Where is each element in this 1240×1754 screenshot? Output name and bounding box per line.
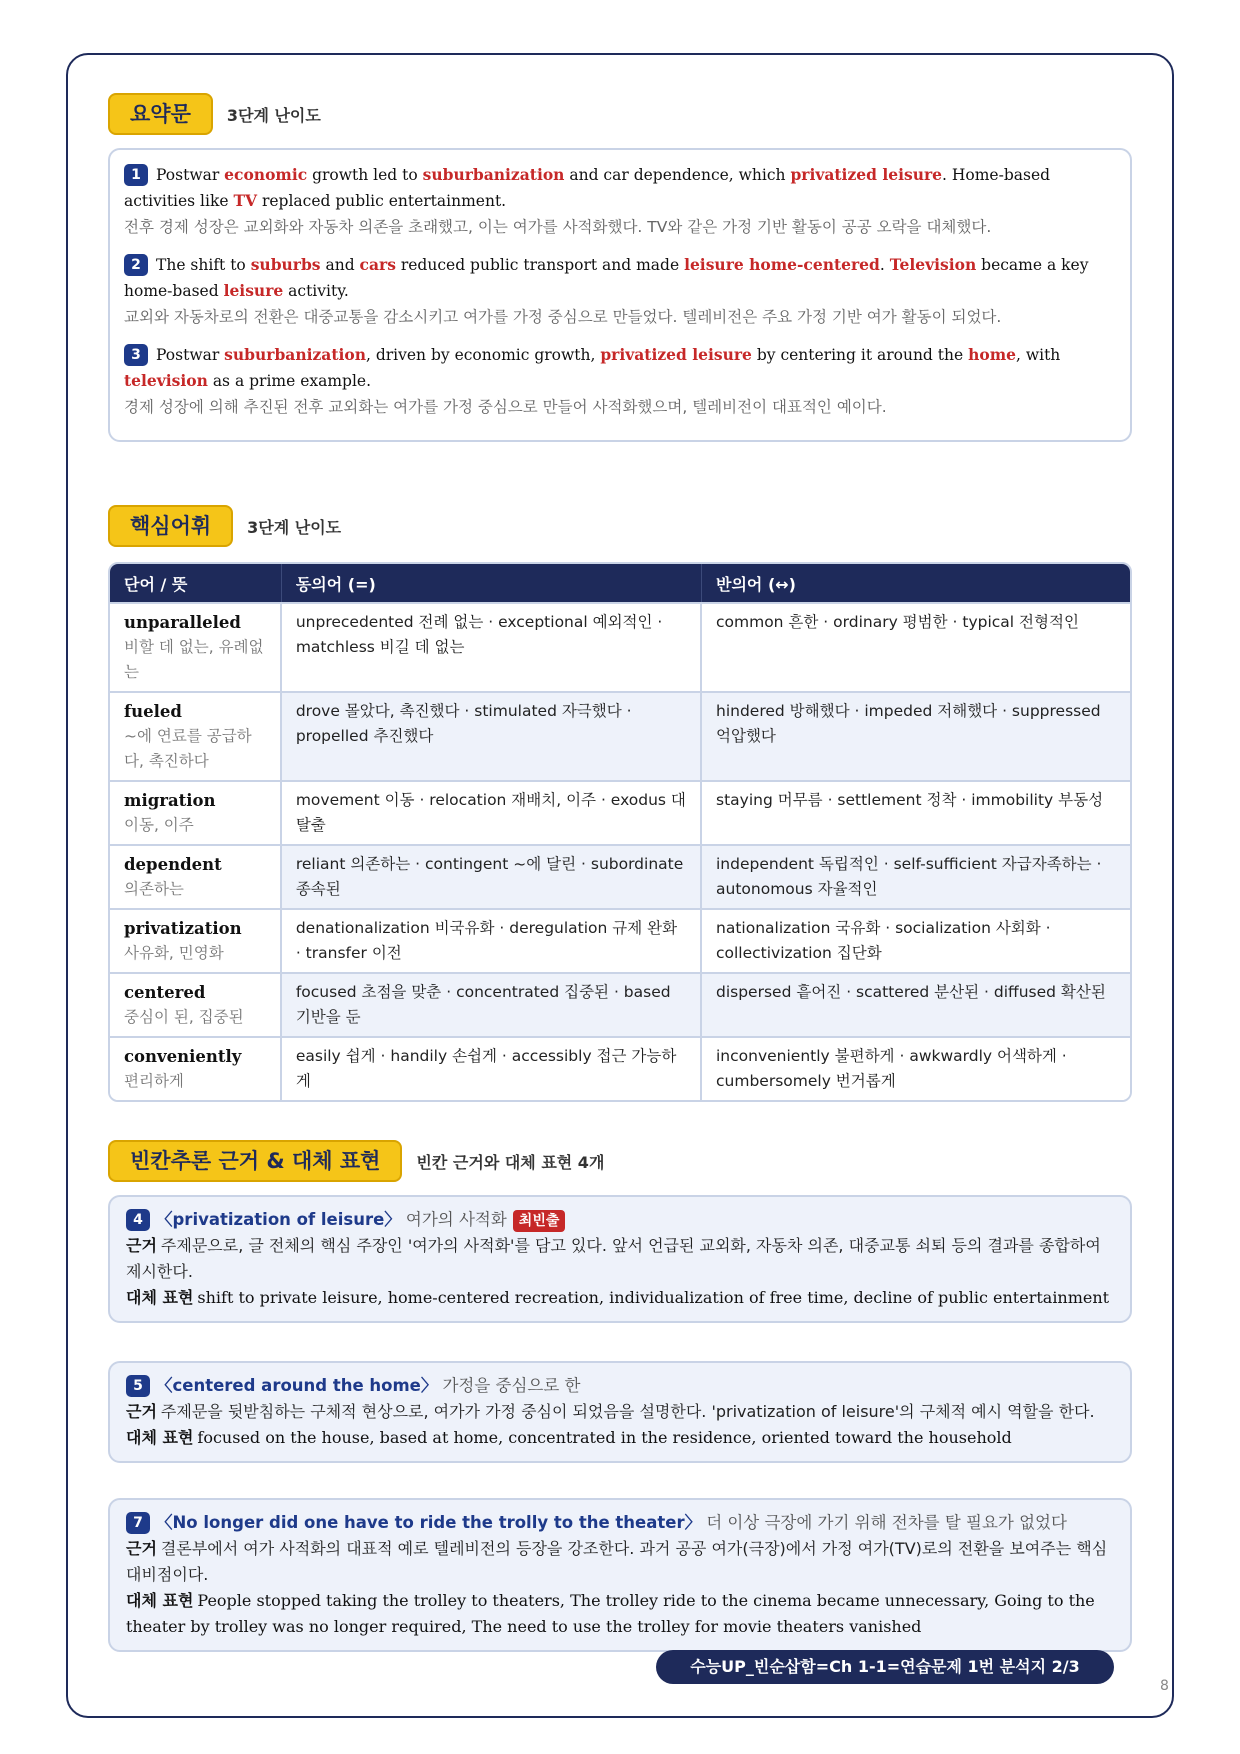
blank-card	[108, 1361, 1132, 1463]
item-number-badge: 3	[124, 344, 148, 366]
summary-text: and car dependence, which	[564, 166, 791, 184]
summary-english	[124, 342, 1116, 394]
page-number: 8	[1160, 1678, 1169, 1694]
blank-phrase-korean: 더 이상 극장에 가기 위해 전차를 탈 필요가 없었다	[706, 1513, 1067, 1532]
vocab-word: dependent	[124, 855, 222, 874]
vocab-row	[110, 844, 1130, 908]
card-title	[126, 1510, 1114, 1536]
vocab-meaning: 편리하게	[124, 1072, 184, 1090]
synonym-cell: drove 몰았다, 촉진했다 · stimulated 자극했다 · propelled 추진했다	[282, 691, 702, 780]
vocab-row	[110, 691, 1130, 780]
synonym-cell: focused 초점을 맞춘 · concentrated 집중된 · based 기반을 둔	[282, 972, 702, 1036]
summary-korean: 경제 성장에 의해 추진된 전후 교외화는 여가를 가정 중심으로 만들어 사적화했으며, 텔레비전이 대표적인 예이다.	[124, 398, 887, 416]
blank-subtitle: 빈칸 근거와 대체 표현 4개	[416, 1152, 605, 1172]
summary-text: as a prime example.	[207, 372, 372, 390]
summary-text: , driven by economic growth,	[365, 346, 601, 364]
blank-phrase-korean: 여가의 사적화	[405, 1210, 507, 1229]
vocab-row	[110, 972, 1130, 1036]
synonym-cell: denationalization 비국유화 · deregulation 규제 완화 · transfer 이전	[282, 908, 702, 972]
reason-text: 주제문으로, 글 전체의 핵심 주장인 '여가의 사적화'를 담고 있다. 앞서 언급된 교외화, 자동차 의존, 대중교통 쇠퇴 등의 결과를 종합하여 제시한다.	[126, 1236, 1101, 1281]
highlight-keyword: leisure home-centered	[684, 255, 880, 274]
vocab-word-cell	[110, 691, 282, 780]
synonym-cell: unprecedented 전례 없는 · exceptional 예외적인 · matchless 비길 데 없는	[282, 602, 702, 691]
reason-line	[126, 1233, 1114, 1285]
item-number-badge: 4	[126, 1209, 150, 1231]
vocab-row	[110, 780, 1130, 844]
highlight-keyword: cars	[359, 255, 396, 274]
alternative-label: 대체 표현	[126, 1428, 194, 1447]
highlight-keyword: economic	[224, 165, 308, 184]
vocab-word-cell	[110, 1036, 282, 1100]
blank-tag: 빈칸추론 근거 & 대체 표현	[108, 1140, 402, 1182]
vocab-word: unparalleled	[124, 613, 241, 632]
alternative-line	[126, 1285, 1114, 1311]
card-title	[126, 1373, 1114, 1399]
summary-item	[124, 162, 1116, 240]
blank-phrase: 〈centered around the home〉	[156, 1376, 438, 1395]
footer-label: 수능UP_빈순삽함=Ch 1-1=연습문제 1번 분석지 2/3	[656, 1650, 1114, 1684]
item-number-badge: 5	[126, 1375, 150, 1397]
vocab-word-cell	[110, 780, 282, 844]
summary-text: and	[320, 256, 360, 274]
highlight-keyword: suburbanization	[224, 345, 366, 364]
synonym-cell: movement 이동 · relocation 재배치, 이주 · exodus 대탈출	[282, 780, 702, 844]
summary-text: .	[879, 256, 890, 274]
item-number-badge: 2	[124, 254, 148, 276]
alternative-text: People stopped taking the trolley to theaters, The trolley ride to the cinema became unnecessary, Going to the theater by trolley was no longer required, The need to use the trolley for movie theaters vanished	[126, 1591, 1095, 1636]
summary-text: Postwar	[156, 166, 225, 184]
reason-line	[126, 1399, 1114, 1425]
vocab-row	[110, 602, 1130, 691]
highlight-keyword: TV	[233, 191, 258, 210]
summary-text: by centering it around the	[751, 346, 969, 364]
vocab-meaning: 의존하는	[124, 880, 184, 898]
vocab-difficulty: 3단계 난이도	[247, 517, 342, 537]
vocab-table	[108, 562, 1132, 1102]
vocab-word: conveniently	[124, 1047, 242, 1066]
vocab-header-row	[110, 564, 1130, 602]
vocab-meaning: 비할 데 없는, 유례없는	[124, 638, 264, 681]
antonym-cell: common 흔한 · ordinary 평범한 · typical 전형적인	[702, 602, 1130, 691]
summary-english	[124, 252, 1116, 304]
blank-phrase: 〈No longer did one have to ride the trolly to the theater〉	[156, 1513, 702, 1532]
reason-label: 근거	[126, 1236, 157, 1255]
summary-item	[124, 252, 1116, 330]
summary-box	[108, 148, 1132, 442]
col-header-word: 단어 / 뜻	[110, 564, 282, 602]
alternative-label: 대체 표현	[126, 1591, 194, 1610]
summary-text: activity.	[283, 282, 349, 300]
vocab-row	[110, 1036, 1130, 1100]
highlight-keyword: home	[968, 345, 1016, 364]
vocab-meaning: 이동, 이주	[124, 816, 194, 834]
summary-text: Postwar	[156, 346, 225, 364]
summary-text: reduced public transport and made	[395, 256, 685, 274]
highlight-keyword: television	[124, 371, 208, 390]
alternative-label: 대체 표현	[126, 1288, 194, 1307]
card-title	[126, 1207, 1114, 1233]
reason-label: 근거	[126, 1539, 157, 1558]
col-header-synonym: 동의어 (=)	[282, 564, 702, 602]
vocab-meaning: ~에 연료를 공급하다, 촉진하다	[124, 727, 252, 770]
alternative-text: focused on the house, based at home, concentrated in the residence, oriented toward the household	[197, 1428, 1012, 1447]
highlight-keyword: privatized leisure	[600, 345, 752, 364]
vocab-word: fueled	[124, 702, 182, 721]
vocab-word: centered	[124, 983, 206, 1002]
reason-text: 주제문을 뒷받침하는 구체적 현상으로, 여가가 가정 중심이 되었음을 설명한다. 'privatization of leisure'의 구체적 예시 역할을 한다.	[160, 1402, 1095, 1421]
summary-text: replaced public entertainment.	[257, 192, 507, 210]
item-number-badge: 7	[126, 1512, 150, 1534]
vocab-word-cell	[110, 908, 282, 972]
blank-phrase: 〈privatization of leisure〉	[156, 1210, 401, 1229]
blank-card	[108, 1498, 1132, 1652]
reason-label: 근거	[126, 1402, 157, 1421]
blank-header	[108, 1140, 604, 1182]
item-number-badge: 1	[124, 164, 148, 186]
vocab-word: privatization	[124, 919, 242, 938]
highlight-keyword: suburbs	[250, 255, 321, 274]
antonym-cell: inconveniently 불편하게 · awkwardly 어색하게 · cumbersomely 번거롭게	[702, 1036, 1130, 1100]
summary-text: growth led to	[307, 166, 423, 184]
alternative-line	[126, 1588, 1114, 1640]
highlight-keyword: leisure	[223, 281, 284, 300]
col-header-antonym: 반의어 (↔)	[702, 564, 1130, 602]
vocab-row	[110, 908, 1130, 972]
highlight-keyword: privatized leisure	[790, 165, 943, 184]
summary-tag: 요약문	[108, 93, 213, 135]
summary-english	[124, 162, 1116, 214]
summary-korean: 교외와 자동차로의 전환은 대중교통을 감소시키고 여가를 가정 중심으로 만들었다. 텔레비전은 주요 가정 기반 여가 활동이 되었다.	[124, 308, 1002, 326]
vocab-word-cell	[110, 844, 282, 908]
summary-difficulty: 3단계 난이도	[226, 105, 321, 125]
highlight-keyword: Television	[889, 255, 977, 274]
antonym-cell: nationalization 국유화 · socialization 사회화 · collectivization 집단화	[702, 908, 1130, 972]
vocab-meaning: 중심이 된, 집중된	[124, 1008, 244, 1026]
antonym-cell: dispersed 흩어진 · scattered 분산된 · diffused 확산된	[702, 972, 1130, 1036]
alternative-text: shift to private leisure, home-centered recreation, individualization of free time, decline of public entertainment	[197, 1288, 1110, 1307]
summary-text: . Home-based activities like	[124, 166, 1051, 210]
summary-text: became a key home-based	[124, 256, 1089, 300]
vocab-word: migration	[124, 791, 216, 810]
blank-card	[108, 1195, 1132, 1323]
highlight-keyword: suburbanization	[422, 165, 565, 184]
synonym-cell: easily 쉽게 · handily 손쉽게 · accessibly 접근 가능하게	[282, 1036, 702, 1100]
vocab-word-cell	[110, 972, 282, 1036]
reason-line	[126, 1536, 1114, 1588]
synonym-cell: reliant 의존하는 · contingent ~에 달린 · subordinate 종속된	[282, 844, 702, 908]
summary-korean: 전후 경제 성장은 교외화와 자동차 의존을 초래했고, 이는 여가를 사적화했다. TV와 같은 가정 기반 활동이 공공 오락을 대체했다.	[124, 218, 992, 236]
summary-header	[108, 93, 321, 135]
summary-item	[124, 342, 1116, 420]
vocab-tag: 핵심어휘	[108, 505, 233, 547]
reason-text: 결론부에서 여가 사적화의 대표적 예로 텔레비전의 등장을 강조한다. 과거 공공 여가(극장)에서 가정 여가(TV)로의 전환을 보여주는 핵심 대비점이다.	[126, 1539, 1108, 1584]
frequency-badge: 최빈출	[513, 1210, 566, 1232]
vocab-header	[108, 505, 341, 547]
blank-phrase-korean: 가정을 중심으로 한	[442, 1376, 581, 1395]
summary-text: The shift to	[156, 256, 251, 274]
alternative-line	[126, 1425, 1114, 1451]
vocab-word-cell	[110, 602, 282, 691]
antonym-cell: independent 독립적인 · self-sufficient 자급자족하는 · autonomous 자율적인	[702, 844, 1130, 908]
vocab-meaning: 사유화, 민영화	[124, 944, 224, 962]
antonym-cell: staying 머무름 · settlement 정착 · immobility 부동성	[702, 780, 1130, 844]
summary-text: , with	[1015, 346, 1061, 364]
antonym-cell: hindered 방해했다 · impeded 저해했다 · suppressed 억압했다	[702, 691, 1130, 780]
